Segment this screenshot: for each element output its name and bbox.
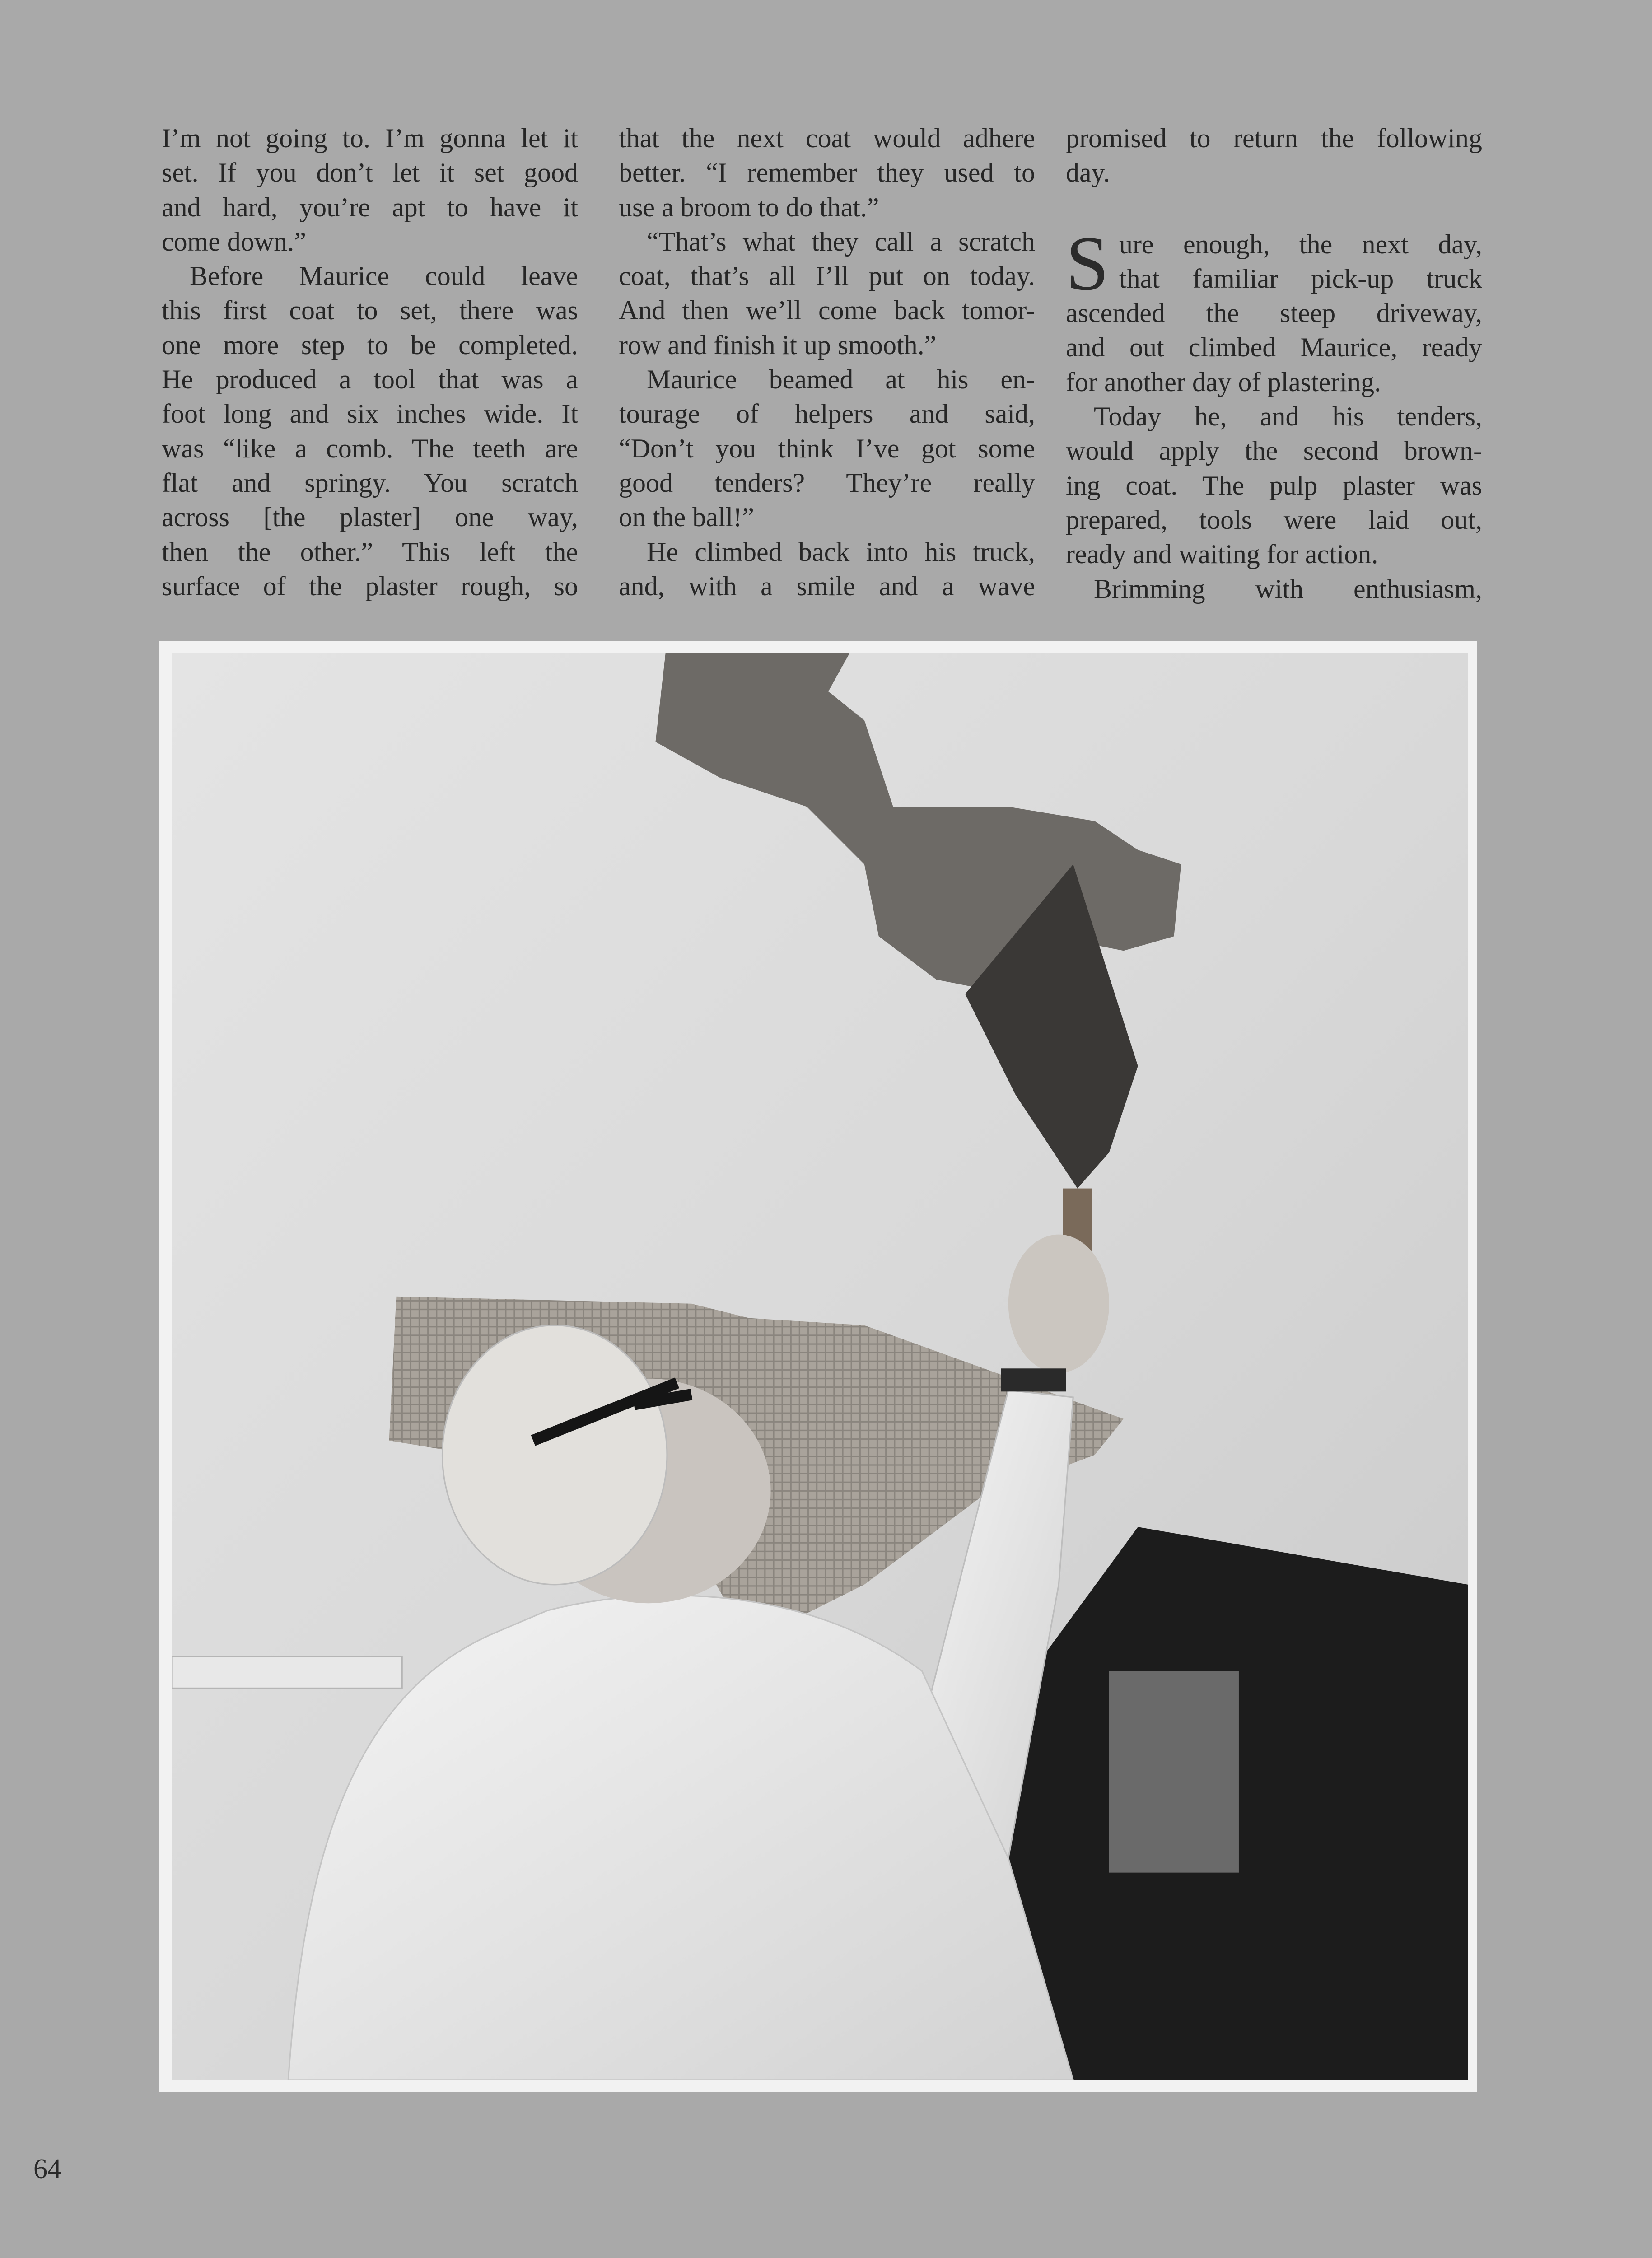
text-line: better. “I remember they used to (619, 158, 1035, 188)
paragraph (619, 362, 1035, 534)
text-line: and hard, you’re apt to have it (162, 192, 578, 222)
text-line: set. If you don’t let it set good (162, 158, 578, 188)
white-cap (443, 1325, 667, 1585)
text-column-3 (1066, 121, 1482, 606)
text-line: then the other.” This left the (162, 537, 578, 567)
paragraph (1066, 220, 1482, 399)
text-line: good tenders? They’re really (619, 467, 1035, 498)
text-line: this first coat to set, there was (162, 295, 578, 326)
text-line: on the ball!” (619, 502, 754, 532)
hand (1008, 1235, 1109, 1373)
text-line: that the next coat would adhere (619, 123, 1035, 153)
paragraph (1066, 121, 1482, 190)
text-line: foot long and six inches wide. It (162, 399, 578, 429)
text-line: And then we’ll come back tomor- (619, 295, 1035, 326)
text-line: that familiar pick-up truck (1119, 263, 1482, 294)
text-line: Today he, and his tenders, (1094, 401, 1482, 432)
text-line: coat, that’s all I’ll put on today. (619, 261, 1035, 291)
text-line: one more step to be completed. (162, 330, 578, 360)
paragraph (619, 535, 1035, 604)
text-line: ascended the steep driveway, (1066, 298, 1482, 328)
text-line: Maurice beamed at his en- (647, 364, 1035, 395)
paragraph (619, 224, 1035, 362)
text-line: day. (1066, 158, 1110, 188)
text-line: and, with a smile and a wave (619, 571, 1035, 601)
paragraph (162, 259, 578, 603)
text-line: for another day of plastering. (1066, 367, 1381, 397)
text-line: surface of the plaster rough, so (162, 571, 578, 601)
paragraph (162, 121, 578, 259)
text-line: use a broom to do that.” (619, 192, 879, 222)
text-column-1 (162, 121, 578, 603)
page-number: 64 (33, 2154, 61, 2184)
photo-frame (159, 641, 1477, 2092)
text-line: ready and waiting for action. (1066, 539, 1378, 569)
text-line: ure enough, the next day, (1119, 229, 1482, 259)
text-line: He climbed back into his truck, (647, 537, 1035, 567)
text-line: ing coat. The pulp plaster was (1066, 470, 1482, 500)
text-line: prepared, tools were laid out, (1066, 504, 1482, 535)
crown-moulding (172, 1656, 402, 1688)
text-line: Brimming with enthusiasm, (1094, 574, 1482, 604)
text-line: promised to return the following (1066, 123, 1482, 153)
drop-cap: S (1066, 220, 1109, 307)
text-column-2 (619, 121, 1035, 603)
text-line: come down.” (162, 226, 306, 257)
text-line: would apply the second brown- (1066, 436, 1482, 466)
text-line: I’m not going to. I’m gonna let it (162, 123, 578, 153)
text-line: “That’s what they call a scratch (647, 226, 1035, 257)
text-line: row and finish it up smooth.” (619, 330, 937, 360)
text-line: “Don’t you think I’ve got some (619, 433, 1035, 463)
paragraph (1066, 399, 1482, 571)
text-line: and out climbed Maurice, ready (1066, 332, 1482, 363)
cabinet-interior (1109, 1671, 1239, 1873)
paragraph (619, 121, 1035, 224)
photo-plasterer-ceiling (172, 653, 1468, 2080)
text-line: across [the plaster] one way, (162, 502, 578, 532)
text-line: Before Maurice could leave (190, 261, 578, 291)
text-line: was “like a comb. The teeth are (162, 433, 578, 463)
text-line: He produced a tool that was a (162, 364, 578, 395)
paragraph (1066, 572, 1482, 606)
wristwatch (1001, 1368, 1066, 1391)
text-line: flat and springy. You scratch (162, 467, 578, 498)
text-line: tourage of helpers and said, (619, 399, 1035, 429)
